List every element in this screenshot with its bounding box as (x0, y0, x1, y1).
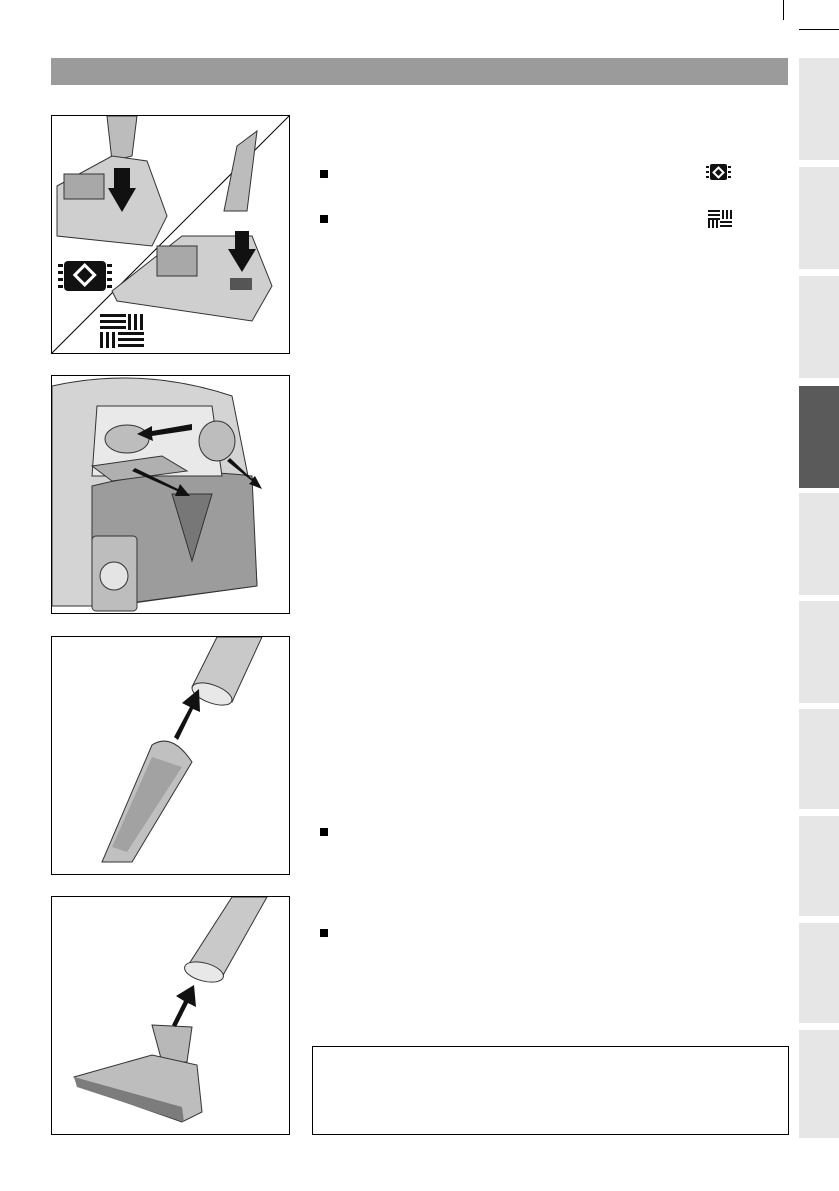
bullet-marker (320, 170, 328, 178)
bullet-marker (320, 828, 328, 836)
arrow-icon (174, 689, 200, 740)
arrow-icon (172, 985, 196, 1027)
side-tab-8[interactable] (799, 816, 839, 916)
section-header-bar (51, 58, 788, 85)
side-tab-10[interactable] (799, 1030, 839, 1138)
bullet-marker (320, 215, 328, 223)
side-tab-7[interactable] (799, 709, 839, 809)
crop-mark-side (799, 29, 839, 30)
carpet-symbol-icon (708, 210, 732, 228)
figure-accessory-storage (51, 375, 290, 614)
carpet-symbol-icon (100, 314, 144, 348)
side-tab-1[interactable] (799, 58, 839, 160)
side-tab-4-active[interactable] (799, 386, 839, 488)
side-tab-6[interactable] (799, 601, 839, 703)
side-tab-9[interactable] (799, 923, 839, 1023)
side-tab-3[interactable] (799, 276, 839, 378)
hard-floor-symbol-icon (58, 261, 112, 291)
figure-floor-nozzle (51, 115, 290, 354)
note-box (312, 1046, 789, 1135)
bullet-marker (320, 929, 328, 937)
side-tab-5[interactable] (799, 493, 839, 595)
crop-mark-top (783, 0, 784, 20)
side-tab-2[interactable] (799, 167, 839, 269)
figure-upholstery-nozzle (51, 896, 290, 1135)
figure-crevice-tool (51, 636, 290, 875)
hard-floor-symbol-icon (706, 163, 731, 181)
